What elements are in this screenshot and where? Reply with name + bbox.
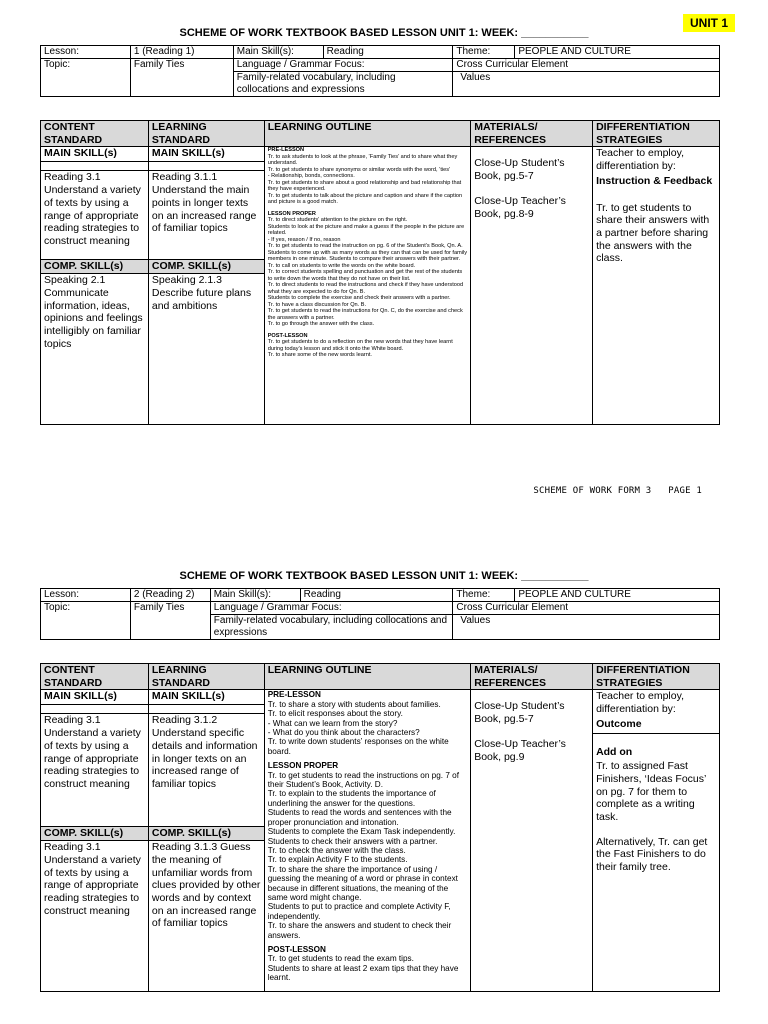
differentiation-text: Teacher to employ, differentiation by: bbox=[596, 147, 684, 173]
outline-section-heading: POST-LESSON bbox=[267, 944, 326, 954]
col-content-standard: CONTENT STANDARD bbox=[41, 664, 149, 690]
footer-text: SCHEME OF WORK FORM 3 bbox=[533, 486, 652, 496]
content-main-standard: Reading 3.1 Understand a variety of texts by using a range of appropriate reading strategies to construct meaning bbox=[41, 171, 149, 260]
outline-section-heading: LESSON PROPER bbox=[267, 210, 316, 217]
material-reference: Close-Up Student’s Book, pg.5-7 bbox=[474, 700, 565, 726]
outline-line: Students to check their answers with a partner. bbox=[267, 836, 438, 846]
theme-label: Theme: bbox=[453, 46, 515, 59]
col-materials: MATERIALS/ REFERENCES bbox=[471, 664, 593, 690]
outline-line: Students to read the words and sentences with the proper pronunciation and intonation. bbox=[267, 808, 452, 827]
main-skill-label: Main Skill(s): bbox=[233, 46, 323, 59]
comp-skill-hdr: COMP. SKILL(s) bbox=[41, 260, 149, 274]
comp-skill-hdr: COMP. SKILL(s) bbox=[41, 827, 149, 841]
cross-curricular-text: Values bbox=[460, 615, 491, 626]
outline-line: Tr. to get students to read the instructions on pg. 7 of their Student’s Book, Activity. D. bbox=[267, 770, 459, 790]
material-reference: Close-Up Teacher’s Book, pg.8-9 bbox=[474, 194, 566, 220]
outline-line: Students to complete the exercise and check their answers with a partner. bbox=[267, 295, 451, 302]
lesson-1-main-table bbox=[40, 120, 720, 425]
learning-outline bbox=[264, 690, 471, 992]
learning-comp-standard: Speaking 2.1.3 Describe future plans and ambitions bbox=[148, 274, 264, 425]
outline-line: Tr. to get students to share about a good relationship and bad relationship that they have experienced. bbox=[267, 179, 462, 193]
outline-line: Tr. to get students to read the exam tips. bbox=[267, 954, 414, 964]
outline-section-heading: PRE-LESSON bbox=[267, 690, 321, 700]
outline-section-heading: LESSON PROPER bbox=[267, 761, 339, 771]
outline-line: Tr. to explain to the students the importance of underlining the answer for the questions. bbox=[267, 789, 436, 808]
main-skill-value: Reading bbox=[323, 46, 453, 59]
outline-line: Students to share at least 2 exam tips that they have learnt. bbox=[267, 963, 459, 983]
col-content-standard: CONTENT STANDARD bbox=[41, 121, 149, 147]
lesson-2-header-table bbox=[40, 588, 720, 640]
outline-line: Tr. to check the answer with the class. bbox=[267, 845, 406, 855]
material-reference: Close-Up Student’s Book, pg.5-7 bbox=[474, 157, 565, 183]
outline-line: Tr. to elicit responses about the story. bbox=[267, 709, 403, 719]
lesson-1-title: SCHEME OF WORK TEXTBOOK BASED LESSON UNIT 1: WEEK: ___________ bbox=[179, 27, 589, 39]
unit-badge: UNIT 1 bbox=[683, 14, 735, 32]
main-skill-label: Main Skill(s): bbox=[210, 589, 300, 602]
col-differentiation: DIFFERENTIATION STRATEGIES bbox=[593, 121, 720, 147]
main-skill-value: Reading bbox=[300, 589, 453, 602]
lesson-2-main-table bbox=[40, 663, 720, 992]
col-learning-outline: LEARNING OUTLINE bbox=[264, 664, 471, 690]
outline-line: - What can we learn from the story? bbox=[267, 718, 398, 728]
outline-line: - If yes, reason / If no, reason bbox=[267, 236, 341, 243]
outline-line: Tr. to direct students to read the instructions and check if they have understood what they are expected to do for Qn. B. bbox=[267, 282, 464, 295]
content-main-standard: Reading 3.1 Understand a variety of texts by using a range of appropriate reading strategies to construct meaning bbox=[41, 714, 149, 827]
materials-cell bbox=[471, 147, 593, 425]
outline-line: Students to complete the Exam Task independently. bbox=[267, 827, 456, 837]
comp-skill-hdr-2: COMP. SKILL(s) bbox=[148, 260, 264, 274]
topic-label: Topic: bbox=[41, 59, 131, 97]
outline-line: Tr. to get students to share synonyms or similar words with the word, ‘ties’ bbox=[267, 166, 451, 173]
col-learning-standard: LEARNING STANDARD bbox=[148, 121, 264, 147]
differentiation-type: Add on bbox=[596, 745, 633, 758]
content-comp-standard: Reading 3.1 Understand a variety of texts by using a range of appropriate reading strategies to construct meaning bbox=[41, 841, 149, 992]
outline-line: Tr. to call on students to write the words on the white board. bbox=[267, 262, 416, 269]
lesson-value: 2 (Reading 2) bbox=[130, 589, 210, 602]
outline-line: Tr. to get students to talk about the picture and caption and share if the caption and picture is a good match. bbox=[267, 192, 463, 206]
content-comp-standard: Speaking 2.1 Communicate information, ideas, opinions and feelings intelligibly on familiar topics bbox=[41, 274, 149, 425]
col-materials: MATERIALS/ REFERENCES bbox=[471, 121, 593, 147]
topic-value: Family Ties bbox=[130, 59, 233, 97]
outline-section-heading: PRE-LESSON bbox=[267, 147, 305, 154]
outline-line: Tr. to go through the answer with the class. bbox=[267, 321, 375, 328]
outline-line: Tr. to direct students' attention to the picture on the right. bbox=[267, 217, 408, 224]
col-differentiation: DIFFERENTIATION STRATEGIES bbox=[593, 664, 720, 690]
outline-line: Tr. to share a story with students about families. bbox=[267, 699, 441, 709]
learning-comp-standard: Reading 3.1.3 Guess the meaning of unfamiliar words from clues provided by other words and by context on an increased range of familiar topics bbox=[148, 841, 264, 992]
lang-focus-value: Family-related vocabulary, including collocations and expressions bbox=[233, 72, 453, 97]
comp-skill-hdr-2: COMP. SKILL(s) bbox=[148, 827, 264, 841]
spacer-cell bbox=[148, 162, 264, 171]
outline-line: Tr. to have a class discussion for Qn. B. bbox=[267, 301, 367, 308]
material-reference: Close-Up Teacher’s Book, pg.9 bbox=[474, 737, 566, 763]
learning-outline bbox=[264, 147, 471, 425]
lesson-2-title: SCHEME OF WORK TEXTBOOK BASED LESSON UNIT 1: WEEK: ___________ bbox=[179, 570, 589, 582]
lesson-label: Lesson: bbox=[41, 589, 131, 602]
lesson-label: Lesson: bbox=[41, 46, 131, 59]
outline-line: Tr. to share the share the importance of using / guessing the meaning of a word or phrase in context because in different situations, the meaning of the same word might change. bbox=[267, 864, 458, 902]
cross-curricular-label: Cross Curricular Element bbox=[453, 602, 720, 615]
outline-line: Tr. to share some of the new words learnt. bbox=[267, 352, 372, 359]
differentiation-text: Alternatively, Tr. can get the Fast Finishers to do their family tree. bbox=[596, 835, 708, 874]
outline-line: Students to put to practice and complete Activity F, independently. bbox=[267, 902, 451, 921]
spacer-cell bbox=[41, 705, 149, 714]
outline-line: Tr. to get students to do a reflection on the new words that they have learnt during today’s lesson and stick it onto the White board. bbox=[267, 339, 453, 352]
cross-curricular-text: Values bbox=[460, 72, 491, 83]
differentiation-text: Tr. to assigned Fast Finishers, ‘Ideas Focus’ on pg. 7 for them to complete as a writing task. bbox=[596, 760, 706, 824]
main-skill-hdr: MAIN SKILL(s) bbox=[41, 147, 149, 162]
outline-line: Students to come up with as many words as they can that can be used for family members in one minute. Students to compare their answers with their partner. bbox=[267, 249, 468, 263]
differentiation-type: Instruction & Feedback bbox=[596, 174, 713, 187]
outline-line: Tr. to correct students spelling and punctuation and get the rest of the students to write down the words that they do not have on their list. bbox=[267, 269, 463, 282]
learning-main-standard: Reading 3.1.1 Understand the main points in longer texts on an increased range of familiar topics bbox=[148, 171, 264, 260]
differentiation-text: Teacher to employ, differentiation by: bbox=[596, 690, 684, 716]
outline-line: Tr. to share the answers and student to check their answers. bbox=[267, 921, 452, 940]
cross-curricular-value bbox=[453, 615, 720, 640]
theme-value: PEOPLE AND CULTURE bbox=[515, 589, 720, 602]
outline-line: Tr. to get students to read the instruction on pg. 6 of the Student’s Book, Qn. A. bbox=[267, 243, 463, 250]
learning-main-standard: Reading 3.1.2 Understand specific details and information in longer texts on an increased range of familiar topics bbox=[148, 714, 264, 827]
lang-focus-label: Language / Grammar Focus: bbox=[210, 602, 453, 615]
footer-page: PAGE 1 bbox=[668, 486, 702, 496]
theme-value: PEOPLE AND CULTURE bbox=[515, 46, 720, 59]
topic-label: Topic: bbox=[41, 602, 131, 640]
differentiation-cell bbox=[593, 690, 720, 992]
lesson-1-header-table bbox=[40, 45, 720, 97]
cross-curricular-value bbox=[453, 72, 720, 97]
outline-line: Tr. to get students to read the instructions for Qn. C, do the exercise and check the answers with a partner. bbox=[267, 308, 463, 321]
lang-focus-value: Family-related vocabulary, including collocations and expressions bbox=[210, 615, 453, 640]
spacer-cell bbox=[41, 162, 149, 171]
materials-cell bbox=[471, 690, 593, 992]
cross-curricular-label: Cross Curricular Element bbox=[453, 59, 720, 72]
col-learning-outline: LEARNING OUTLINE bbox=[264, 121, 471, 147]
main-skill-hdr-2: MAIN SKILL(s) bbox=[148, 690, 264, 705]
differentiation-text: Tr. to get students to share their answers with a partner before sharing the answers with the class. bbox=[596, 201, 710, 265]
outline-line: Tr. to ask students to look at the phrase, ‘Family Ties’ and to share what they understand. bbox=[267, 153, 458, 167]
main-skill-hdr-2: MAIN SKILL(s) bbox=[148, 147, 264, 162]
lesson-value: 1 (Reading 1) bbox=[130, 46, 233, 59]
main-skill-hdr: MAIN SKILL(s) bbox=[41, 690, 149, 705]
outline-line: - What do you think about the characters? bbox=[267, 728, 420, 738]
differentiation-type: Outcome bbox=[593, 718, 719, 734]
differentiation-cell bbox=[593, 147, 720, 425]
col-learning-standard: LEARNING STANDARD bbox=[148, 664, 264, 690]
lang-focus-label: Language / Grammar Focus: bbox=[233, 59, 453, 72]
outline-line: Students to look at the picture and make a guess if the people in the picture are related. bbox=[267, 223, 465, 237]
spacer-cell bbox=[148, 705, 264, 714]
outline-line: - Relationship, bonds, connections. bbox=[267, 173, 355, 180]
outline-section-heading: POST-LESSON bbox=[267, 332, 308, 339]
topic-value: Family Ties bbox=[130, 602, 210, 640]
page-footer bbox=[533, 486, 702, 496]
outline-line: Tr. to write down students’ responses on the white board. bbox=[267, 737, 449, 756]
theme-label: Theme: bbox=[453, 589, 515, 602]
outline-line: Tr. to explain Activity F to the students. bbox=[267, 855, 408, 865]
